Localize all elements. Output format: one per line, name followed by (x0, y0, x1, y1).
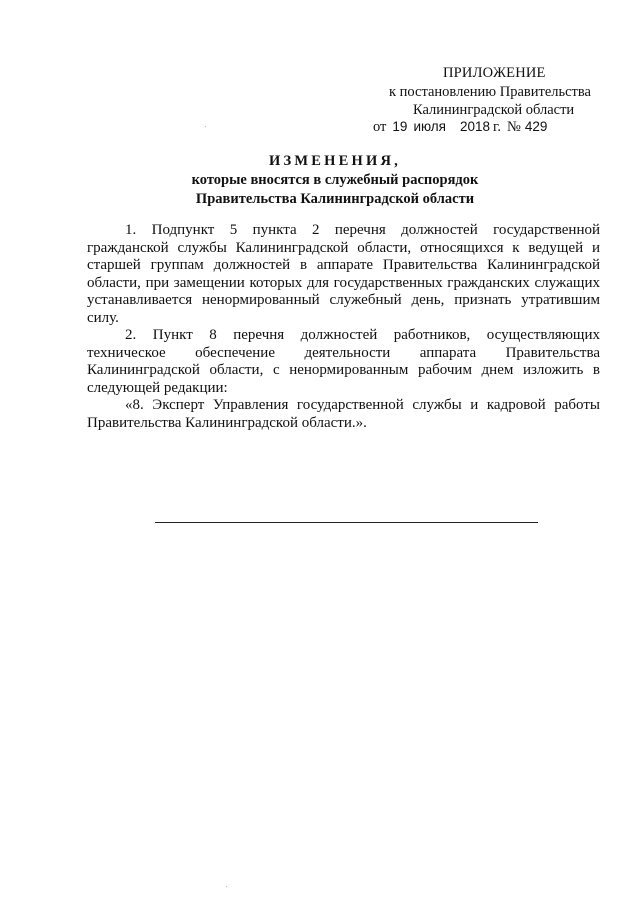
heading-subtitle-2: Правительства Калининградской области (195, 191, 475, 207)
document-body (87, 222, 600, 432)
number-sign: № (506, 119, 521, 135)
date-day: 19 (392, 119, 408, 134)
scan-speck (226, 886, 227, 887)
end-separator-line (155, 522, 538, 523)
changes-heading (0, 152, 640, 209)
appendix-reference-line-1: к постановлению Правительства (389, 84, 591, 100)
year-suffix: г. (493, 119, 501, 135)
from-label: от (373, 119, 387, 135)
appendix-reference-line-2: Калининградской области (413, 102, 575, 118)
paragraph-3: «8. Эксперт Управления государственной службы и кадровой работы Правительства Калининградской области.». (87, 397, 600, 431)
appendix-title: ПРИЛОЖЕНИЕ (443, 65, 546, 81)
appendix-date-number-line (373, 118, 547, 136)
scan-speck (205, 126, 206, 127)
heading-main: ИЗМЕНЕНИЯ, (269, 153, 401, 169)
paragraph-2: 2. Пункт 8 перечня должностей работников, осуществляющих техническое обеспечение деятельности аппарата Правительства Калининградской области, с ненормированным рабочим днем изложить в следующей редакции: (87, 327, 600, 396)
heading-subtitle-1: которые вносятся в служебный распорядок (191, 172, 479, 188)
paragraph-1: 1. Подпункт 5 пункта 2 перечня должностей государственной гражданской службы Калининградской области, относящихся к ведущей и старшей группам должностей в аппарате Правительства Калининградской области, при замещении которых для государственных гражданских служащих устанавливается ненормированный служебный день, признать утратившим силу. (87, 222, 600, 326)
date-month: июля (413, 119, 446, 134)
date-year: 2018 (460, 119, 491, 134)
document-number: 429 (524, 119, 548, 134)
